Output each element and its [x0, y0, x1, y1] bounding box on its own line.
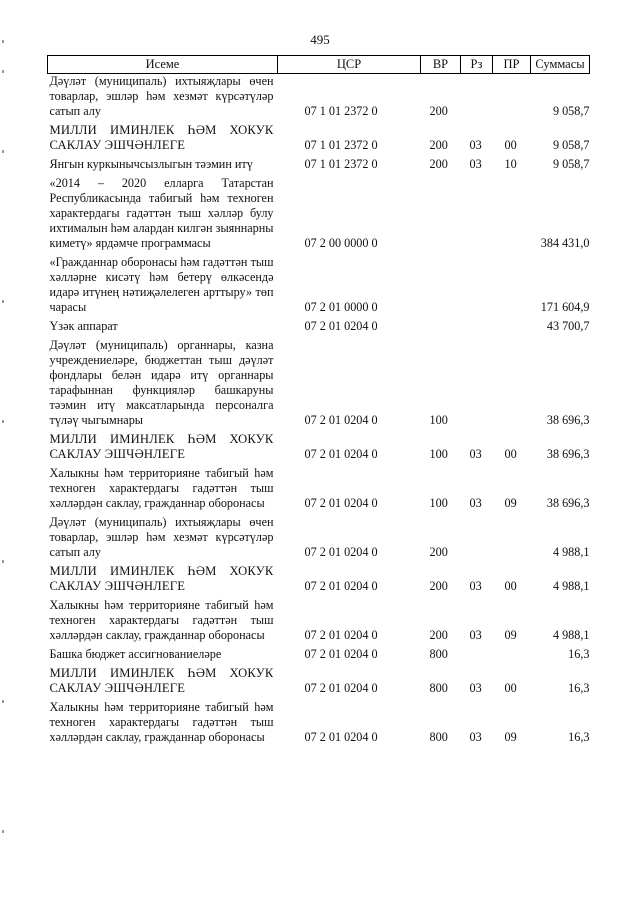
budget-table [47, 55, 590, 748]
header-name: Исеме [48, 56, 278, 74]
row-sum: 9 058,7 [552, 138, 590, 152]
row-csr: 07 2 01 0000 0 [304, 300, 378, 314]
table-row [48, 175, 590, 254]
row-vr [421, 254, 461, 318]
row-rz [461, 646, 493, 665]
row-rz [461, 514, 493, 563]
row-csr: 07 1 01 2372 0 [304, 138, 378, 152]
table-row [48, 337, 590, 431]
row-rz: 03 [469, 157, 482, 171]
row-csr: 07 2 01 0204 0 [304, 647, 378, 661]
header-rz: Рз [461, 56, 493, 74]
table-row [48, 431, 590, 465]
row-vr: 800 [429, 730, 448, 744]
row-pr [493, 254, 531, 318]
row-name: Үзәк аппарат [49, 319, 118, 333]
row-csr: 07 1 01 2372 0 [304, 104, 378, 118]
row-rz: 03 [469, 628, 482, 642]
table-row [48, 318, 590, 337]
header-csr: ЦСР [278, 56, 421, 74]
row-sum: 38 696,3 [546, 496, 590, 510]
table-row [48, 156, 590, 175]
row-sum: 38 696,3 [546, 413, 590, 427]
table-row [48, 699, 590, 748]
row-name: МИЛЛИ ИМИНЛЕК ҺӘМ ХОКУК САКЛАУ ЭШЧӘНЛЕГЕ [49, 666, 274, 695]
row-pr: 00 [504, 681, 517, 695]
row-sum: 4 988,1 [552, 579, 590, 593]
row-csr: 07 2 01 0204 0 [304, 496, 378, 510]
page-number: 495 [310, 32, 330, 47]
row-sum: 9 058,7 [552, 104, 590, 118]
row-sum: 38 696,3 [546, 447, 590, 461]
header-sum: Суммасы [531, 56, 590, 74]
row-vr: 100 [429, 413, 448, 427]
row-pr [493, 318, 531, 337]
row-vr: 200 [429, 579, 448, 593]
row-pr [493, 646, 531, 665]
row-pr: 09 [504, 496, 517, 510]
row-vr: 800 [429, 647, 448, 661]
row-pr [493, 337, 531, 431]
table-row [48, 514, 590, 563]
row-sum: 4 988,1 [552, 628, 590, 642]
row-pr: 09 [504, 628, 517, 642]
row-rz: 03 [469, 730, 482, 744]
row-rz: 03 [469, 496, 482, 510]
row-sum: 4 988,1 [552, 545, 590, 559]
row-name: Халыкны һәм территорияне табигый һәм техноген характердагы гадәттән тыш хәлләрдән саклау, гражданнар оборонасы [49, 700, 274, 744]
row-csr: 07 2 01 0204 0 [304, 628, 378, 642]
row-rz [461, 254, 493, 318]
row-csr: 07 1 01 2372 0 [304, 157, 378, 171]
row-sum: 43 700,7 [546, 319, 590, 333]
row-pr: 00 [504, 579, 517, 593]
row-vr [421, 318, 461, 337]
row-rz: 03 [469, 681, 482, 695]
row-csr: 07 2 01 0204 0 [304, 413, 378, 427]
row-name: «Гражданнар оборонасы һәм гадәттән тыш хәлләрне кисәтү һәм бетерү өлкәсендә идарә итүнең нәтиҗәлелеген арттыру» төп чарасы [49, 255, 274, 314]
row-name: Янгын куркынычсызлыгын тәэмин итү [49, 157, 253, 171]
table-row [48, 665, 590, 699]
row-pr [493, 175, 531, 254]
row-name: Халыкны һәм территорияне табигый һәм техноген характердагы гадәттән тыш хәлләрдән саклау, гражданнар оборонасы [49, 466, 274, 510]
row-pr: 00 [504, 447, 517, 461]
row-vr [421, 175, 461, 254]
row-sum: 9 058,7 [552, 157, 590, 171]
row-rz: 03 [469, 138, 482, 152]
row-name: МИЛЛИ ИМИНЛЕК ҺӘМ ХОКУК САКЛАУ ЭШЧӘНЛЕГЕ [49, 432, 274, 461]
row-vr: 200 [429, 138, 448, 152]
row-csr: 07 2 01 0204 0 [304, 319, 378, 333]
table-row [48, 254, 590, 318]
row-vr: 200 [429, 104, 448, 118]
row-sum: 16,3 [568, 681, 590, 695]
row-rz [461, 74, 493, 123]
row-rz: 03 [469, 579, 482, 593]
row-vr: 200 [429, 545, 448, 559]
row-name: Дәүләт (муниципаль) органнары, казна учреждениеләре, бюджеттан тыш дәүләт фондлары белән идарә итү органнары тарафыннан функцияләр башкаруны тәэмин итү максатларында персоналга түләү чыгымнары [49, 338, 274, 427]
row-name: Халыкны һәм территорияне табигый һәм техноген характердагы гадәттән тыш хәлләрдән саклау, гражданнар оборонасы [49, 598, 274, 642]
table-row [48, 597, 590, 646]
table-row [48, 122, 590, 156]
row-name: Дәүләт (муниципаль) ихтыяҗлары өчен товарлар, эшләр һәм хезмәт күрсәтүләр сатып алу [49, 74, 274, 118]
table-row [48, 74, 590, 123]
row-name: Башка бюджет ассигнованиеләре [49, 647, 222, 661]
header-vr: ВР [421, 56, 461, 74]
row-pr [493, 74, 531, 123]
row-vr: 100 [429, 496, 448, 510]
table-row [48, 563, 590, 597]
header-pr: ПР [493, 56, 531, 74]
table-row [48, 646, 590, 665]
row-pr [493, 514, 531, 563]
row-pr: 00 [504, 138, 517, 152]
row-sum: 16,3 [568, 730, 590, 744]
table-header-row [48, 56, 590, 74]
row-csr: 07 2 01 0204 0 [304, 681, 378, 695]
row-sum: 171 604,9 [540, 300, 590, 314]
row-vr: 800 [429, 681, 448, 695]
row-rz [461, 337, 493, 431]
row-sum: 384 431,0 [540, 236, 590, 250]
row-csr: 07 2 01 0204 0 [304, 579, 378, 593]
row-pr: 09 [504, 730, 517, 744]
row-name: «2014 – 2020 елларга Татарстан Республикасында табигый һәм техноген характердагы гадәттән тыш хәлләр булу ихтималын һәм алардан килгән зыяннарны киметү» ярдәмче программасы [49, 176, 274, 250]
row-vr: 200 [429, 628, 448, 642]
binding-margin-marks [0, 0, 6, 905]
row-vr: 100 [429, 447, 448, 461]
row-csr: 07 2 00 0000 0 [304, 236, 378, 250]
row-rz [461, 318, 493, 337]
row-name: МИЛЛИ ИМИНЛЕК ҺӘМ ХОКУК САКЛАУ ЭШЧӘНЛЕГЕ [49, 564, 274, 593]
row-csr: 07 2 01 0204 0 [304, 447, 378, 461]
row-name: Дәүләт (муниципаль) ихтыяҗлары өчен товарлар, эшләр һәм хезмәт күрсәтүләр сатып алу [49, 515, 274, 559]
row-sum: 16,3 [568, 647, 590, 661]
row-name: МИЛЛИ ИМИНЛЕК ҺӘМ ХОКУК САКЛАУ ЭШЧӘНЛЕГЕ [49, 123, 274, 152]
table-row [48, 465, 590, 514]
row-rz: 03 [469, 447, 482, 461]
row-rz [461, 175, 493, 254]
row-csr: 07 2 01 0204 0 [304, 730, 378, 744]
row-csr: 07 2 01 0204 0 [304, 545, 378, 559]
row-vr: 200 [429, 157, 448, 171]
row-pr: 10 [504, 157, 517, 171]
